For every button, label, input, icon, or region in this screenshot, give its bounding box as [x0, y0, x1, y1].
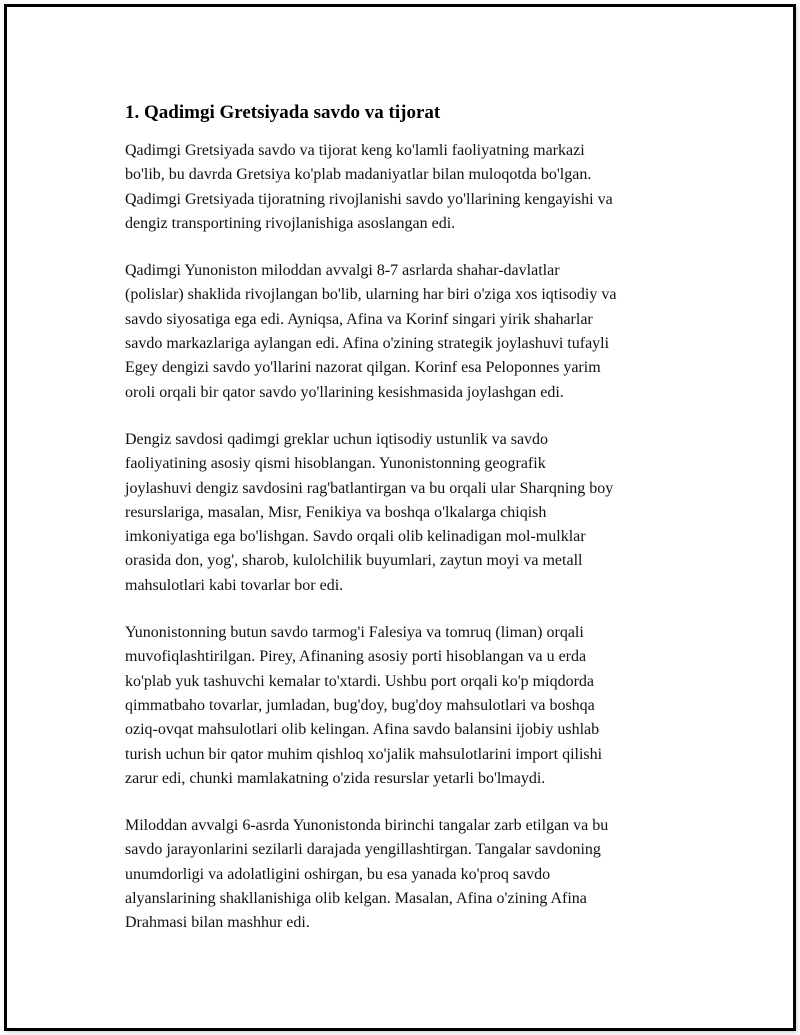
paragraph-5: Miloddan avvalgi 6-asrda Yunonistonda birinchi tangalar zarb etilgan va bu savdo jarayonlarini sezilarli darajada yengillashtirgan. Tangalar savdoning unumdorligi va adolatligini oshirgan, bu esa yanada ko'proq savdo alyanslarining shakllanishiga olib kelgan. Masalan, Afina o'zining Afina Drahmasi bilan mashhur edi.	[125, 817, 609, 932]
paragraph-2: Qadimgi Yunoniston miloddan avvalgi 8-7 asrlarda shahar-davlatlar (polislar) shaklida rivojlangan bo'lib, ularning har biri o'ziga xos iqtisodiy va savdo siyosatiga ega edi. Ayniqsa, Afina va Korinf singari yirik shaharlar savdo markazlariga aylangan edi. Afina o'zining strategik joylashuvi tufayli Egey dengizi savdo yo'llarini nazorat qilgan. Korinf esa Peloponnes yarim oroli orqali bir qator savdo yo'llarining kesishmasida joylashgan edi.	[125, 262, 617, 401]
document-page	[4, 4, 796, 1031]
paragraph-4: Yunonistonning butun savdo tarmog'i Falesiya va tomruq (liman) orqali muvofiqlashtirilgan. Pirey, Afinaning asosiy porti hisoblangan va u erda ko'plab yuk tashuvchi kemalar to'xtardi. Ushbu port orqali ko'p miqdorda qimmatbaho tovarlar, jumladan, bug'doy, bug'doy mahsulotlari va boshqa oziq-ovqat mahsulotlari olib kelingan. Afina savdo balansini ijobiy ushlab turish uchun bir qator muhim qishloq xo'jalik mahsulotlarini import qilishi zarur edi, chunki mamlakatning o'zida resurslar yetarli bo'lmaydi.	[125, 624, 603, 787]
paragraph-1: Qadimgi Gretsiyada savdo va tijorat keng ko'lamli faoliyatning markazi bo'lib, bu davrda Gretsiya ko'plab madaniyatlar bilan muloqotda bo'lgan. Qadimgi Gretsiyada tijoratning rivojlanishi savdo yo'llarining kengayishi va dengiz transportining rivojlanishiga asoslangan edi.	[125, 142, 613, 232]
document-body	[125, 101, 695, 959]
paragraph-3: Dengiz savdosi qadimgi greklar uchun iqtisodiy ustunlik va savdo faoliyatining asosiy qismi hisoblangan. Yunonistonning geografik joylashuvi dengiz savdosini rag'batlantirgan va bu orqali ular Sharqning boy resurslariga, masalan, Misr, Fenikiya va boshqa o'lkalarga chiqish imkoniyatiga ega bo'lishgan. Savdo orqali olib kelinadigan mol-mulklar orasida don, yog', sharob, kulolchilik buyumlari, zaytun moyi va metall mahsulotlari kabi tovarlar bor edi.	[125, 430, 614, 594]
document-title: 1. Qadimgi Gretsiyada savdo va tijorat	[125, 102, 441, 123]
